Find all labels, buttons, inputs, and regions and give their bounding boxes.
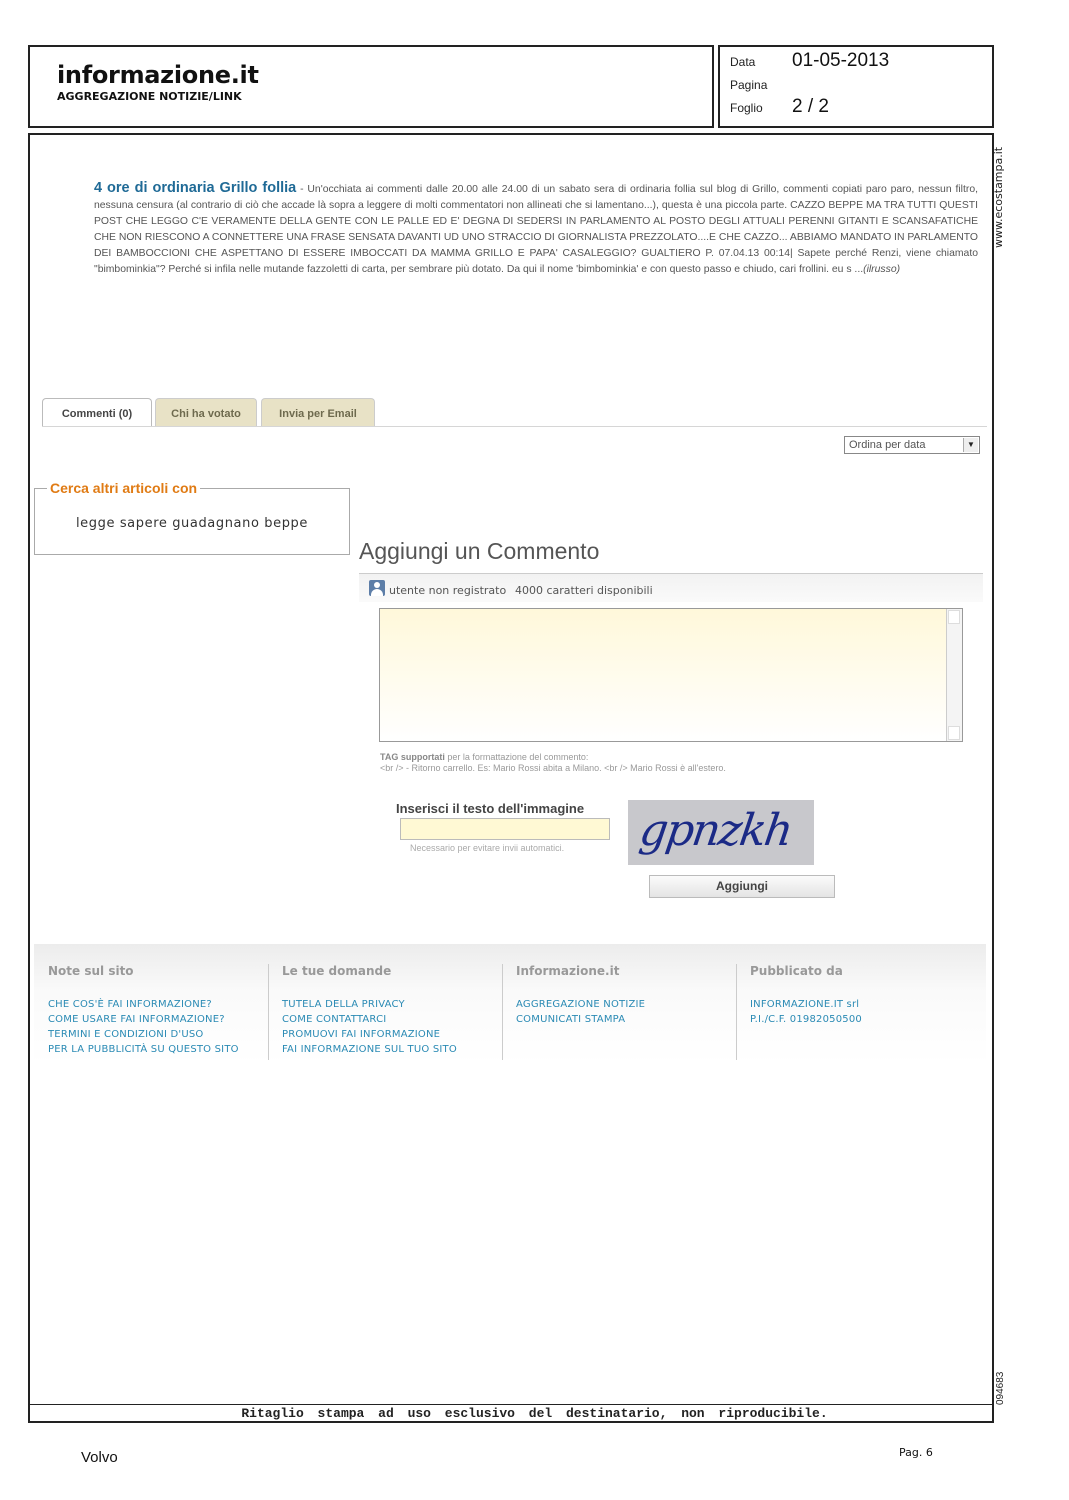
add-comment-button[interactable]: Aggiungi bbox=[649, 875, 835, 898]
tag-help bbox=[380, 752, 726, 774]
article-snippet bbox=[94, 180, 978, 278]
tab-chi-ha-votato[interactable]: Chi ha votato bbox=[155, 398, 257, 426]
footer-col-title: Informazione.it bbox=[516, 964, 620, 978]
footer-link[interactable]: P.I./C.F. 01982050500 bbox=[750, 1014, 862, 1025]
footer-col-title: Pubblicato da bbox=[750, 964, 843, 978]
clipping-code: 094683 bbox=[995, 1371, 1006, 1405]
article-body: Un'occhiata ai commenti dalle 20.00 alle 24.00 di un sabato sera di ordinaria follia sul blog di Grillo, commenti copiati paro paro, nessun filtro, nessuna censura (al contrario di ciò che accade là sopra a leggere di molti commentatori non allineati che si lamentano...), questa è una piccola parte. CAZZO BEPPE MA TRA TUTTI QUESTI POST CHE LEGGO C'E VERAMENTE DELLA GENTE CON LE PALLE ED E' DEGNA DI SEDERSI IN PARLAMENTO AL POSTO DEGLI ATTUALI PERENNI GITANTI E SCANSAFATICHE CHE NON RIESCONO A CONNETTERE UNA FRASE SENSATA DAVANTI UD UNO STRACCIO DI GIORNALISTA PREZZOLATO....E CHE CAZZO... ABBIAMO MANDATO IN PARLAMENTO DEI BAMBOCCIONI CHE ASPETTANO DI ESSERE IMBOCCATI DA MAMMA GRILLO E PAPA' CASALEGGIO? GUALTIERO P. 07.04.13 00:14| Sapete perché Renzi, viene chiamato "bimbominkia"? Perché si infila nelle mutande fazzoletti di carta, per sembrare più dotato. Da qui il nome 'bimbominkia' e con questo passo e chiudo, cari frollini. eu s ... bbox=[94, 184, 978, 275]
related-search-legend: Cerca altri articoli con bbox=[47, 480, 200, 496]
order-select[interactable] bbox=[844, 436, 980, 454]
site-subtitle: AGGREGAZIONE NOTIZIE/LINK bbox=[57, 90, 242, 103]
chevron-down-icon[interactable]: ▼ bbox=[963, 438, 978, 452]
footer-col-pubblicato bbox=[736, 964, 972, 1060]
headline-separator: - bbox=[296, 184, 308, 195]
article-author: (ilrusso) bbox=[863, 264, 901, 275]
captcha-input[interactable] bbox=[400, 818, 610, 840]
related-search-terms[interactable]: legge sapere guadagnano beppe bbox=[75, 516, 309, 531]
foglio-label: Foglio bbox=[730, 101, 763, 115]
order-select-value: Ordina per data bbox=[849, 439, 926, 451]
client-brand: Volvo bbox=[81, 1449, 118, 1466]
user-status: utente non registrato bbox=[389, 584, 507, 597]
captcha-note: Necessario per evitare invii automatici. bbox=[410, 843, 565, 853]
header-meta-box bbox=[718, 45, 994, 128]
ecostampa-url: www.ecostampa.it bbox=[992, 146, 1005, 248]
comment-textarea[interactable] bbox=[379, 608, 963, 742]
tab-commenti[interactable]: Commenti (0) bbox=[42, 398, 152, 427]
site-footer bbox=[34, 944, 986, 1064]
site-title[interactable]: informazione.it bbox=[57, 61, 259, 89]
footer-col-domande bbox=[268, 964, 504, 1060]
article-headline[interactable]: 4 ore di ordinaria Grillo follia bbox=[94, 180, 297, 196]
user-icon bbox=[369, 580, 385, 596]
clipping-frame bbox=[28, 133, 994, 1423]
footer-link[interactable]: CHE COS'È FAI INFORMAZIONE? bbox=[48, 999, 212, 1010]
footer-link[interactable]: AGGREGAZIONE NOTIZIE bbox=[516, 999, 646, 1010]
add-comment-title: Aggiungi un Commento bbox=[359, 538, 600, 564]
footer-link[interactable]: PROMUOVI FAI INFORMAZIONE bbox=[282, 1029, 441, 1040]
header-title-box bbox=[28, 45, 714, 128]
footer-col-note bbox=[48, 964, 270, 1057]
footer-col-title: Le tue domande bbox=[282, 964, 392, 978]
footer-col-title: Note sul sito bbox=[48, 964, 134, 978]
data-value: 01-05-2013 bbox=[792, 50, 890, 71]
tabs-divider bbox=[42, 426, 987, 427]
footer-col-informazione bbox=[502, 964, 738, 1060]
related-search-box bbox=[34, 480, 350, 555]
footer-link[interactable]: FAI INFORMAZIONE SUL TUO SITO bbox=[282, 1044, 457, 1055]
textarea-scrollbar[interactable] bbox=[946, 609, 962, 741]
chars-available: 4000 caratteri disponibili bbox=[515, 584, 653, 597]
tag-help-example: <br /> - Ritorno carrello. Es: Mario Rossi abita a Milano. <br /> Mario Rossi è all'estero. bbox=[380, 763, 726, 773]
footer-link[interactable]: COMUNICATI STAMPA bbox=[516, 1014, 626, 1025]
data-label: Data bbox=[730, 55, 756, 69]
captcha-image-text: gpnzkh bbox=[636, 805, 795, 856]
footer-link[interactable]: PER LA PUBBLICITÀ SU QUESTO SITO bbox=[48, 1044, 239, 1055]
footer-link[interactable]: TUTELA DELLA PRIVACY bbox=[282, 999, 405, 1010]
user-status-bar bbox=[359, 573, 983, 602]
footer-link[interactable]: INFORMAZIONE.IT srl bbox=[750, 999, 860, 1010]
footer-link[interactable]: COME USARE FAI INFORMAZIONE? bbox=[48, 1014, 225, 1025]
reproduction-note: Ritaglio stampa ad uso esclusivo del destinatario, non riproducibile. bbox=[241, 1406, 828, 1421]
captcha-image bbox=[628, 800, 814, 865]
foglio-value: 2 / 2 bbox=[792, 96, 829, 117]
tag-help-bold: TAG supportati bbox=[380, 752, 445, 762]
footer-link[interactable]: TERMINI E CONDIZIONI D'USO bbox=[48, 1029, 204, 1040]
page-number: Pag. 6 bbox=[899, 1446, 933, 1459]
footer-link[interactable]: COME CONTATTARCI bbox=[282, 1014, 387, 1025]
tag-help-rest: per la formattazione del commento: bbox=[444, 752, 589, 762]
captcha-label: Inserisci il testo dell'immagine bbox=[396, 801, 585, 816]
tab-invia-email[interactable]: Invia per Email bbox=[261, 398, 375, 426]
pagina-label: Pagina bbox=[730, 78, 768, 92]
